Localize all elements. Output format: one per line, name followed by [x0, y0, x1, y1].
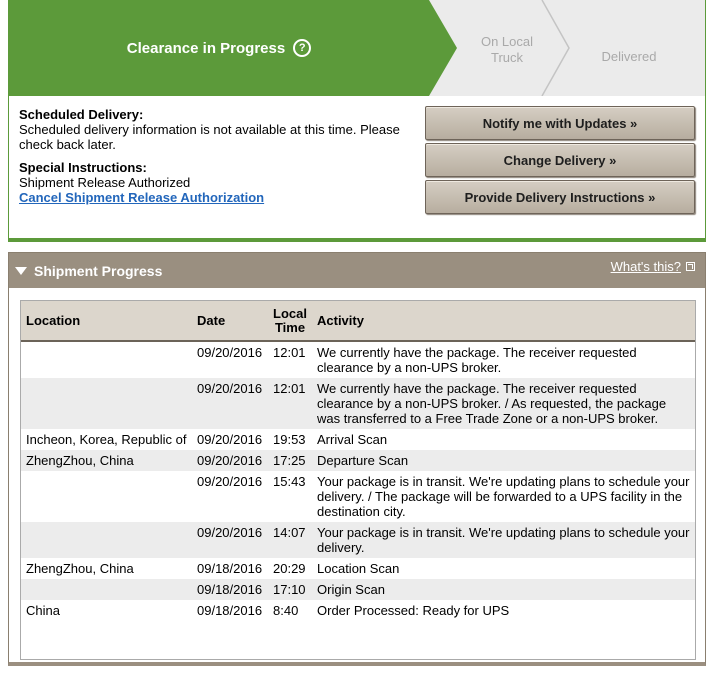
cell-activity: Departure Scan	[312, 450, 695, 471]
table-row	[21, 378, 695, 429]
cell-location	[21, 522, 192, 558]
help-icon[interactable]: ?	[293, 39, 311, 57]
table-row	[21, 341, 695, 378]
step-clearance-in-progress	[9, 0, 429, 96]
cell-activity: Origin Scan	[312, 579, 695, 600]
shipment-progress-toggle[interactable]	[15, 263, 162, 279]
cell-location: ZhengZhou, China	[21, 558, 192, 579]
cell-activity: Location Scan	[312, 558, 695, 579]
cell-activity: Order Processed: Ready for UPS	[312, 600, 695, 621]
cancel-release-link[interactable]: Cancel Shipment Release Authorization	[19, 190, 265, 205]
shipment-progress-table-container	[20, 300, 696, 660]
table-row	[21, 471, 695, 522]
change-delivery-button[interactable]: Change Delivery »	[425, 143, 695, 177]
table-row	[21, 600, 695, 621]
cell-date: 09/18/2016	[192, 579, 268, 600]
cell-location: China	[21, 600, 192, 621]
cell-date: 09/20/2016	[192, 471, 268, 522]
cell-time: 20:29	[268, 558, 312, 579]
column-header-activity: Activity	[312, 301, 695, 341]
cell-location	[21, 471, 192, 522]
cell-activity: We currently have the package. The receiver requested clearance by a non-UPS broker. / As requested, the package was transferred to a Free Trade Zone or a non-UPS broker.	[312, 378, 695, 429]
step-on-local-truck	[457, 34, 557, 66]
cell-activity: We currently have the package. The receiver requested clearance by a non-UPS broker.	[312, 341, 695, 378]
cell-date: 09/18/2016	[192, 600, 268, 621]
cell-time: 14:07	[268, 522, 312, 558]
next-step-label: On Local Truck	[480, 34, 534, 65]
popup-window-icon	[686, 262, 695, 271]
cell-activity: Your package is in transit. We're updating plans to schedule your delivery.	[312, 522, 695, 558]
cell-location: ZhengZhou, China	[21, 450, 192, 471]
table-header-row	[21, 301, 695, 341]
cell-date: 09/18/2016	[192, 558, 268, 579]
shipment-progress-title: Shipment Progress	[34, 263, 163, 279]
column-header-date: Date	[192, 301, 268, 341]
cell-time: 15:43	[268, 471, 312, 522]
notify-updates-button[interactable]: Notify me with Updates »	[425, 106, 695, 140]
last-step-label: Delivered	[601, 49, 657, 64]
table-row	[21, 429, 695, 450]
shipment-progress-table	[21, 301, 695, 621]
table-row	[21, 522, 695, 558]
cell-activity: Arrival Scan	[312, 429, 695, 450]
current-step-label: Clearance in Progress	[126, 39, 286, 57]
special-instructions-text: Shipment Release Authorized	[19, 175, 191, 190]
cell-time: 17:10	[268, 579, 312, 600]
cell-date: 09/20/2016	[192, 378, 268, 429]
cell-location	[21, 579, 192, 600]
whats-this-link[interactable]	[611, 259, 695, 274]
step-delivered	[579, 49, 679, 64]
delivery-details	[19, 107, 409, 205]
scheduled-delivery-text: Scheduled delivery information is not available at this time. Please check back later.	[19, 122, 400, 152]
collapse-caret-icon	[15, 267, 27, 275]
special-instructions-heading: Special Instructions:	[19, 160, 147, 175]
cell-date: 09/20/2016	[192, 522, 268, 558]
cell-time: 12:01	[268, 341, 312, 378]
cell-time: 19:53	[268, 429, 312, 450]
cell-time: 12:01	[268, 378, 312, 429]
column-header-location: Location	[21, 301, 192, 341]
shipment-progress-panel	[8, 252, 706, 666]
provide-instructions-button[interactable]: Provide Delivery Instructions »	[425, 180, 695, 214]
whats-this-label: What's this?	[610, 259, 681, 274]
cell-date: 09/20/2016	[192, 450, 268, 471]
delivery-status-card	[8, 0, 706, 242]
shipment-progress-header	[9, 253, 705, 288]
cell-time: 8:40	[268, 600, 312, 621]
cell-date: 09/20/2016	[192, 429, 268, 450]
cell-location: Incheon, Korea, Republic of	[21, 429, 192, 450]
table-body	[21, 341, 695, 621]
cell-location	[21, 341, 192, 378]
cell-activity: Your package is in transit. We're updating plans to schedule your delivery. / The package will be forwarded to a UPS facility in the destination city.	[312, 471, 695, 522]
cell-time: 17:25	[268, 450, 312, 471]
column-header-local-time: Local Time	[268, 301, 312, 341]
cell-date: 09/20/2016	[192, 341, 268, 378]
cell-location	[21, 378, 192, 429]
table-row	[21, 558, 695, 579]
table-row	[21, 450, 695, 471]
scheduled-delivery-heading: Scheduled Delivery:	[19, 107, 144, 122]
progress-tracker	[9, 0, 705, 96]
table-row	[21, 579, 695, 600]
